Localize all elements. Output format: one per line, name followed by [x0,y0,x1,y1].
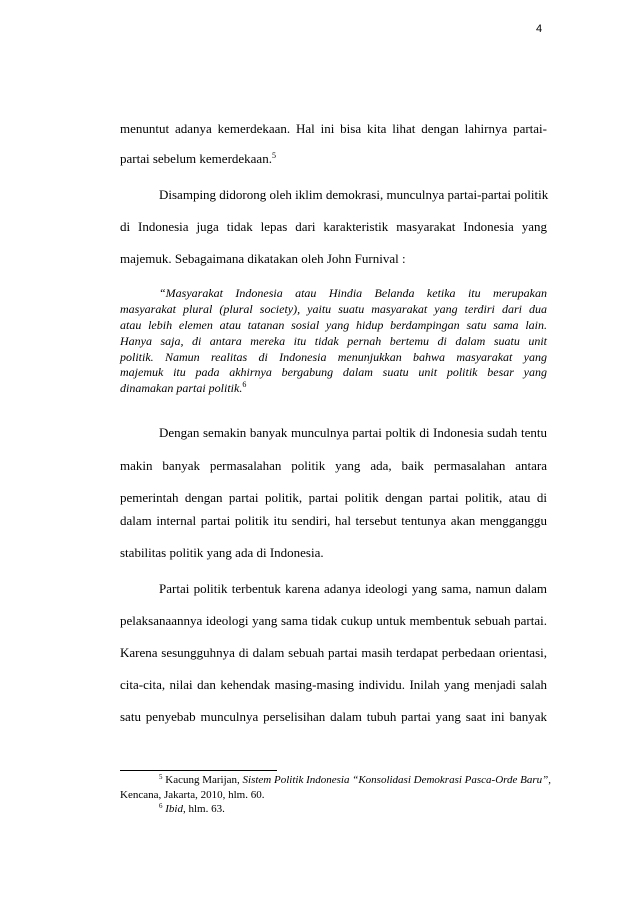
body-line: partai sebelum kemerdekaan.$^5$ [120,151,276,166]
body-line: menuntut adanya kemerdekaan. Hal ini bisa kita lihat dengan lahirnya partai- [120,121,547,136]
footnote-5-cont: Kencana, Jakarta, 2010, hlm. 60. [120,789,265,801]
footnote-5: $^5$ Kacung Marijan, Sistem Politik Indonesia “Konsolidasi Demokrasi Pasca-Orde Baru”, [159,773,552,786]
footnote-ref-6: 6 [242,380,247,389]
quote-line: politik. Namun realitas di Indonesia menunjukkan bahwa masyarakat yang [120,350,547,364]
quote-line: atau lebih elemen atau tatanan sosial yang hidup berdampingan satu sama lain. [120,318,547,332]
body-line: satu penyebab munculnya perselisihan dalam tubuh partai yang saat ini banyak [120,709,547,724]
body-line: dalam internal partai politik itu sendiri, hal tersebut tentunya akan mengganggu [120,513,547,528]
footnote-ref-5: 5 [271,151,276,160]
body-line: Disamping didorong oleh iklim demokrasi, munculnya partai-partai politik [159,187,549,202]
quote-line: “Masyarakat Indonesia atau Hindia Belanda ketika itu merupakan [159,286,547,300]
footnote-6: $^6$ Ibid, hlm. 63. [159,802,225,815]
quote-line: majemuk itu pada akhirnya bergabung dalam suatu unit politik besar yang [120,365,547,379]
quote-line: Hanya saja, di antara mereka itu tidak pernah bertemu di dalam suatu unit [120,334,547,348]
body-line: pelaksanaannya ideologi yang sama tidak cukup untuk membentuk sebuah partai. [120,613,547,628]
body-line: makin banyak permasalahan politik yang ada, baik permasalahan antara [120,458,547,473]
body-line: majemuk. Sebagaimana dikatakan oleh John Furnival : [120,251,406,266]
body-line: di Indonesia juga tidak lepas dari karakteristik masyarakat Indonesia yang [120,219,547,234]
quote-line: dinamakan partai politik.$^6$ [120,380,247,395]
quote-line: masyarakat plural (plural society), yaitu suatu masyarakat yang terdiri dari dua [120,302,547,316]
body-line: pemerintah dengan partai politik, partai politik dengan partai politik, atau di [120,490,547,505]
body-line: Dengan semakin banyak munculnya partai poltik di Indonesia sudah tentu [159,425,547,440]
body-line: stabilitas politik yang ada di Indonesia. [120,545,324,560]
body-line: Partai politik terbentuk karena adanya ideologi yang sama, namun dalam [159,581,547,596]
page-number: 4 [536,23,543,35]
footnote-divider [120,770,277,771]
body-line: Karena sesungguhnya di dalam sebuah partai masih terdapat perbedaan orientasi, [120,645,547,660]
body-line: cita-cita, nilai dan kehendak masing-masing individu. Inilah yang menjadi salah [120,677,547,692]
